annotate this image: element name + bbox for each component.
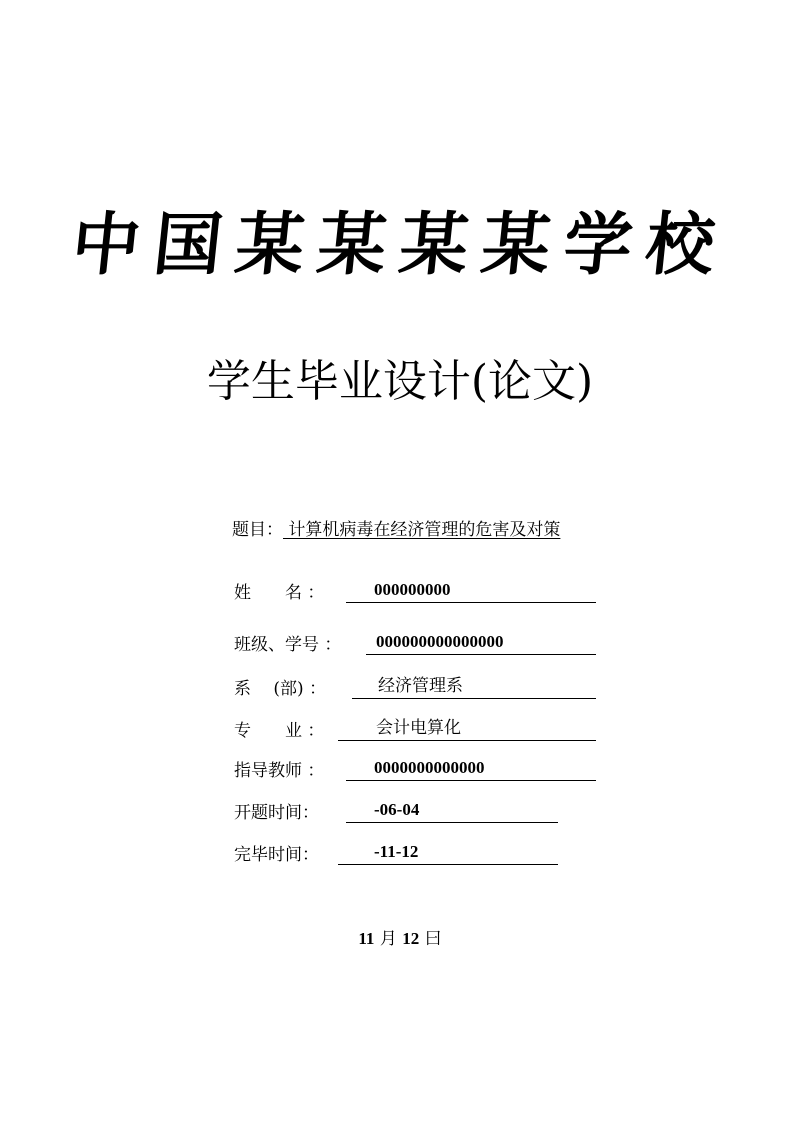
major-value: 会计电算化: [376, 718, 461, 738]
class-id-label: 班级、学号 ：: [234, 635, 342, 655]
end-date-field: [338, 840, 558, 865]
school-name: 中国某某某某学校: [67, 205, 733, 285]
topic-value: 计算机病毒在经济管理的危害及对策: [283, 520, 561, 540]
class-id-row: [234, 630, 598, 656]
start-date-value: -06-04: [374, 800, 420, 819]
department-row: [234, 674, 598, 700]
name-field: [346, 578, 596, 603]
major-field: [338, 716, 596, 741]
major-row: [234, 716, 598, 742]
date-month: 11: [358, 929, 375, 948]
start-date-field: [346, 798, 558, 823]
department-field: [352, 674, 596, 699]
start-date-row: [234, 798, 560, 824]
major-label: 专 业 ：: [234, 721, 325, 741]
department-value: 经济管理系: [378, 676, 463, 696]
advisor-value: 0000000000000: [374, 758, 485, 777]
completion-date: [0, 924, 800, 949]
department-label: 系 (部) ：: [234, 679, 327, 699]
class-id-value: 000000000000000: [376, 632, 504, 651]
advisor-row: [234, 756, 598, 782]
end-date-label: 完毕时间：: [234, 845, 319, 865]
advisor-label: 指导教师 ：: [234, 761, 325, 781]
date-day-unit: 曰: [424, 929, 442, 949]
advisor-field: [346, 756, 596, 781]
topic-line: [232, 515, 560, 540]
name-row: [234, 578, 598, 604]
start-date-label: 开题时间：: [234, 803, 319, 823]
end-date-row: [234, 840, 560, 866]
name-value: 000000000: [374, 580, 451, 599]
end-date-value: -11-12: [374, 842, 419, 861]
class-id-field: [366, 630, 596, 655]
name-label: 姓 名 ：: [234, 583, 325, 603]
date-month-unit: 月: [379, 929, 397, 949]
date-day: 12: [402, 929, 420, 948]
topic-label: 题目：: [232, 520, 283, 540]
thesis-title: 学生毕业设计(论文): [206, 356, 594, 407]
